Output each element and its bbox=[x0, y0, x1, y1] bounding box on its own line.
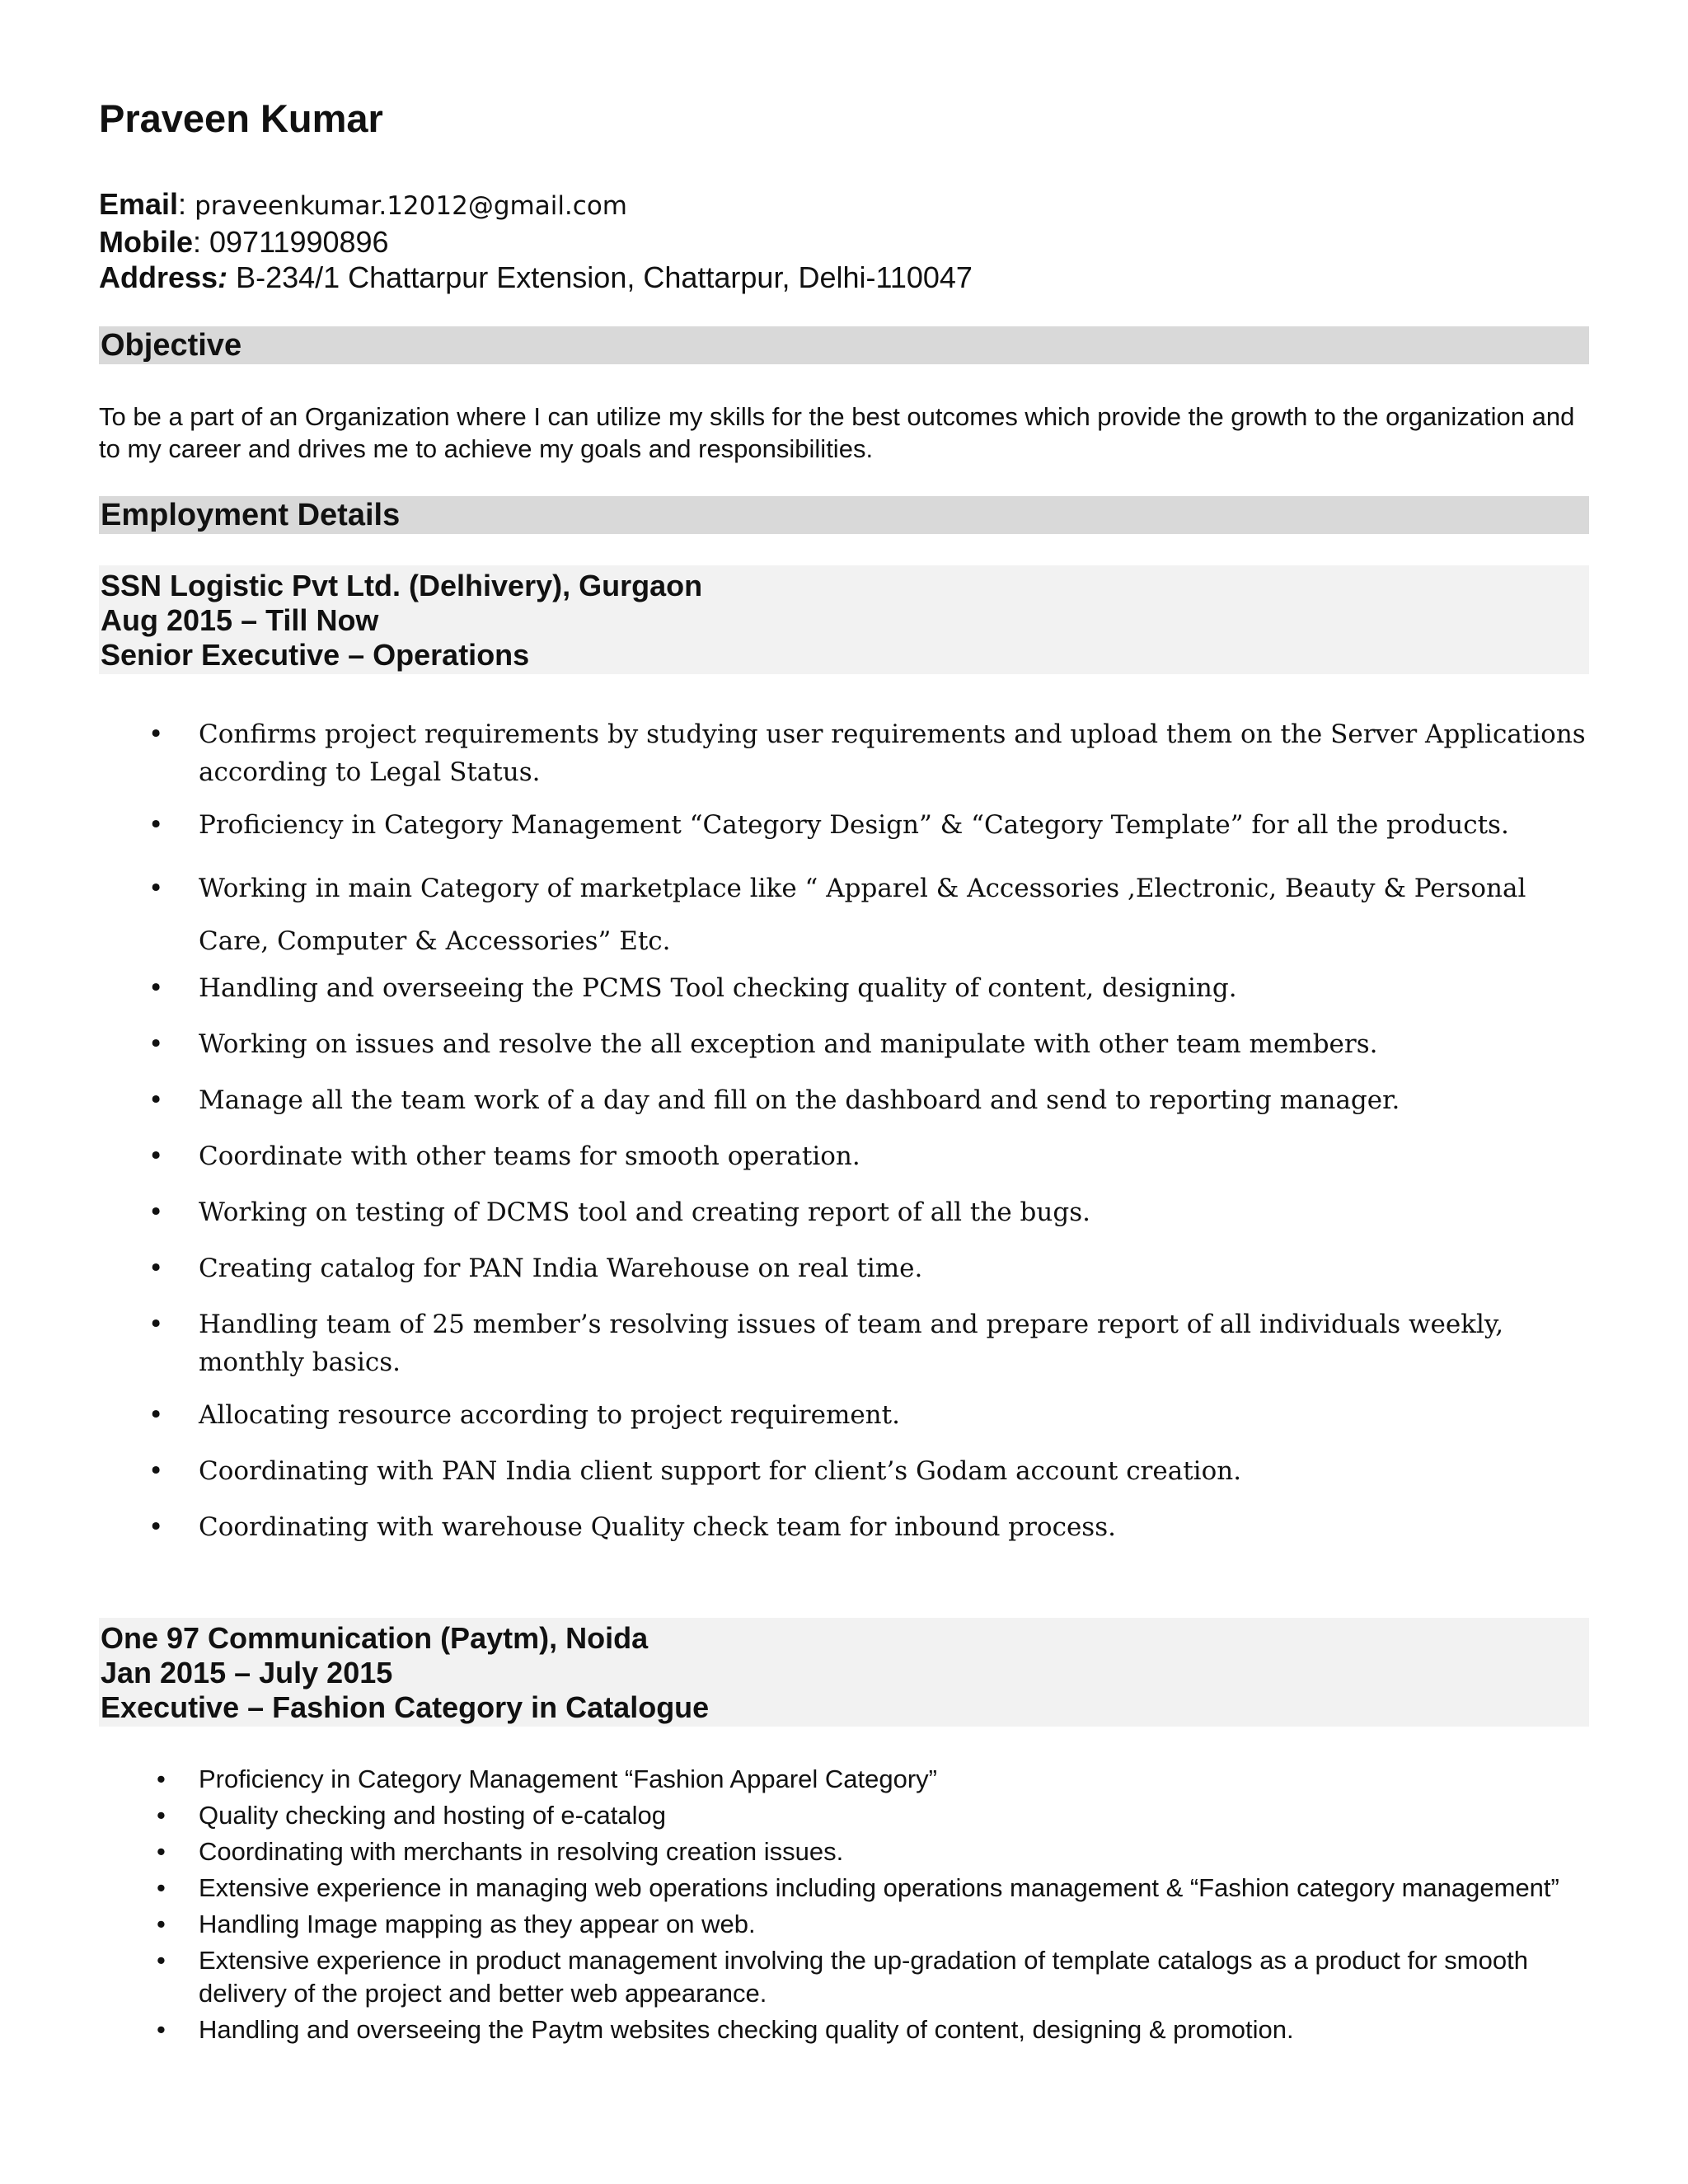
list-item: • Confirms project requirements by studying user requirements and upload them on the Server Applications according to Legal Status. bbox=[148, 719, 1586, 787]
objective-text: To be a part of an Organization where I can utilize my skills for the best outcomes which provide the growth to the organization and to my career and drives me to achieve my goals and responsibilities. bbox=[99, 402, 1575, 463]
email-value: praveenkumar.12012@gmail.com bbox=[195, 191, 627, 221]
job-company: One 97 Communication (Paytm), Noida bbox=[101, 1621, 649, 1655]
job-period: Jan 2015 – July 2015 bbox=[101, 1656, 393, 1690]
list-item: • Proficiency in Category Management “Category Design” & “Category Template” for all the products. bbox=[148, 810, 1509, 840]
list-item: • Extensive experience in product management involving the up-gradation of template catalogs as a product for smooth delivery of the project and better web appearance. bbox=[157, 1946, 1528, 2008]
list-item: • Allocating resource according to project requirement. bbox=[148, 1400, 900, 1430]
job-role: Executive – Fashion Category in Catalogue bbox=[101, 1690, 710, 1724]
list-item: • Coordinate with other teams for smooth operation. bbox=[148, 1141, 860, 1171]
list-item: • Handling and overseeing the PCMS Tool checking quality of content, designing. bbox=[148, 973, 1237, 1003]
list-item: • Extensive experience in managing web operations including operations management & “Fashion category management” bbox=[157, 1873, 1559, 1902]
list-item: • Working in main Category of marketplace like “ Apparel & Accessories ,Electronic, Beauty & Personal Care, Computer & Accessories” Etc. bbox=[148, 874, 1526, 956]
objective-heading: Objective bbox=[99, 326, 1589, 364]
list-item: • Manage all the team work of a day and fill on the dashboard and send to reporting manager. bbox=[148, 1085, 1400, 1115]
list-item: • Working on testing of DCMS tool and creating report of all the bugs. bbox=[148, 1197, 1090, 1227]
job-2-bullet-list bbox=[99, 1763, 1589, 2046]
list-item: • Creating catalog for PAN India Warehouse on real time. bbox=[148, 1254, 923, 1283]
candidate-name: Praveen Kumar bbox=[99, 96, 383, 140]
address-value: B-234/1 Chattarpur Extension, Chattarpur, Delhi-110047 bbox=[236, 260, 973, 294]
list-item: • Proficiency in Category Management “Fashion Apparel Category” bbox=[157, 1765, 938, 1793]
address-label: Address bbox=[99, 260, 218, 294]
list-item: • Handling team of 25 member’s resolving issues of team and prepare report of all individuals weekly, monthly basics. bbox=[148, 1310, 1504, 1377]
contact-block bbox=[99, 186, 973, 295]
list-item: • Handling and overseeing the Paytm websites checking quality of content, designing & promotion. bbox=[157, 2015, 1294, 2044]
list-item: • Coordinating with warehouse Quality check team for inbound process. bbox=[148, 1512, 1116, 1542]
mobile-value: 09711990896 bbox=[209, 225, 389, 259]
list-item: • Handling Image mapping as they appear on web. bbox=[157, 1910, 756, 1938]
email-label: Email bbox=[99, 187, 179, 221]
job-period: Aug 2015 – Till Now bbox=[101, 603, 379, 637]
list-item: • Coordinating with merchants in resolving creation issues. bbox=[157, 1837, 844, 1866]
address-row: Address: B-234/1 Chattarpur Extension, Chattarpur, Delhi-110047 bbox=[99, 260, 973, 294]
job-1-bullet-list bbox=[99, 715, 1589, 1546]
email-row: Email: praveenkumar.12012@gmail.com bbox=[99, 187, 627, 221]
job-role: Senior Executive – Operations bbox=[101, 638, 530, 672]
list-item: • Working on issues and resolve the all exception and manipulate with other team members. bbox=[148, 1029, 1378, 1059]
job-header-1 bbox=[99, 565, 1589, 674]
list-item: • Coordinating with PAN India client support for client’s Godam account creation. bbox=[148, 1456, 1242, 1486]
employment-heading: Employment Details bbox=[99, 496, 1589, 534]
job-company: SSN Logistic Pvt Ltd. (Delhivery), Gurgaon bbox=[101, 569, 703, 602]
list-item: • Quality checking and hosting of e-catalog bbox=[157, 1801, 666, 1830]
mobile-row: Mobile: 09711990896 bbox=[99, 225, 389, 259]
job-header-2 bbox=[99, 1618, 1589, 1727]
mobile-label: Mobile bbox=[99, 225, 193, 259]
